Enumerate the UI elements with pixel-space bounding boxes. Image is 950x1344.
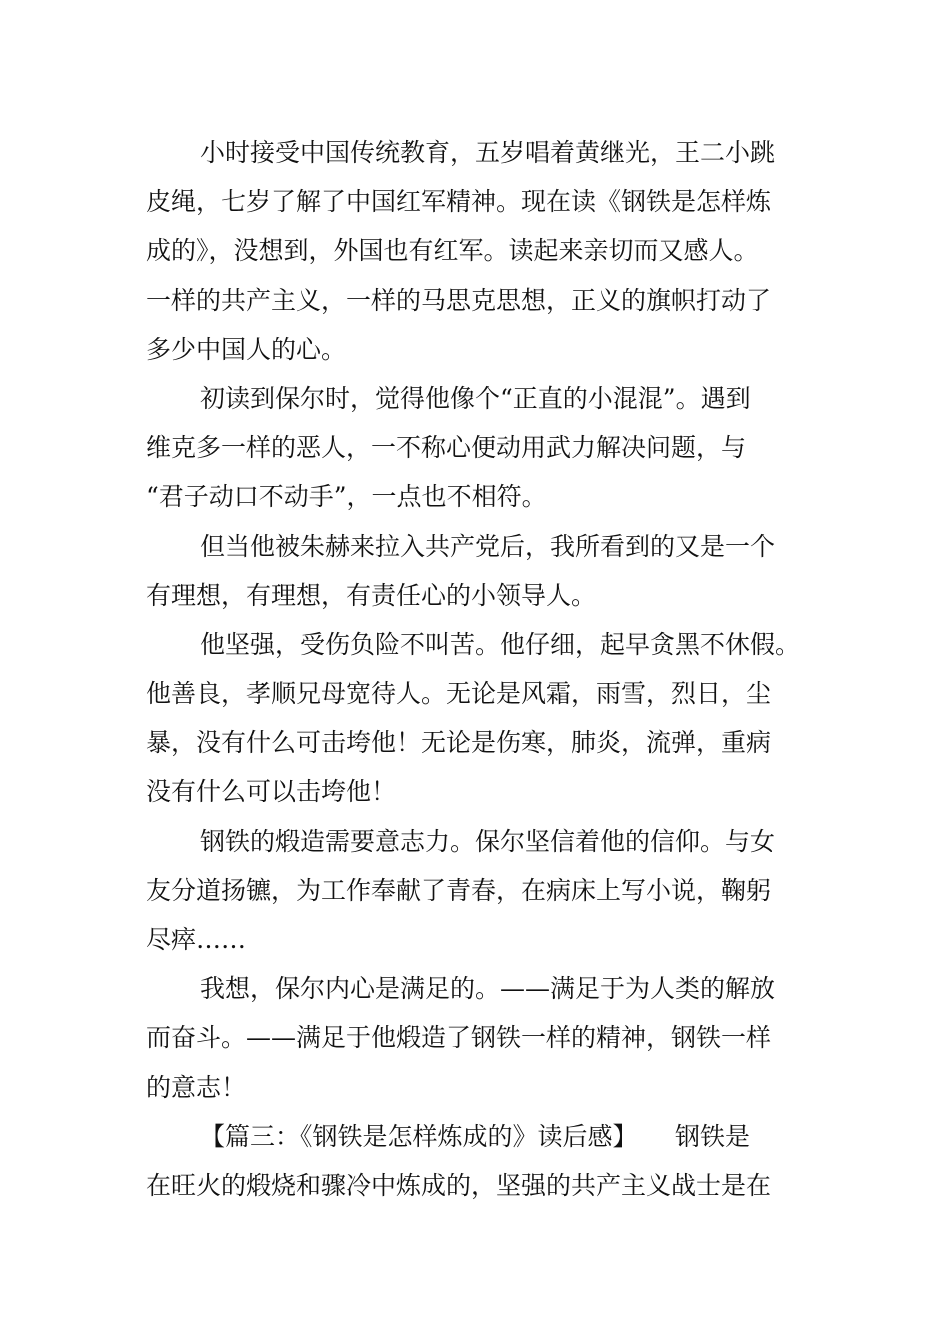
text-line: 我想，保尔内心是满足的。——满足于为人类的解放 bbox=[200, 974, 776, 1004]
text-line: 多少中国人的心。 bbox=[146, 334, 347, 364]
text-line: 但当他被朱赫来拉入共产党后，我所看到的又是一个 bbox=[200, 531, 776, 561]
text-line: 他坚强，受伤负险不叫苦。他仔细，起早贪黑不休假。 bbox=[200, 629, 801, 659]
text-line: “君子动口不动手”，一点也不相符。 bbox=[146, 482, 547, 512]
text-line: 初读到保尔时，觉得他像个“正直的小混混”。遇到 bbox=[200, 383, 751, 413]
text-line: 皮绳，七岁了解了中国红军精神。现在读《钢铁是怎样炼 bbox=[146, 187, 772, 217]
paragraph bbox=[146, 128, 808, 374]
text-line: 尽瘁…… bbox=[146, 925, 247, 954]
text-line: 钢铁的煅造需要意志力。保尔坚信着他的信仰。与女 bbox=[200, 826, 776, 856]
text-line: 小时接受中国传统教育，五岁唱着黄继光，王二小跳 bbox=[200, 138, 776, 167]
paragraph bbox=[146, 620, 808, 817]
document-body bbox=[146, 128, 808, 1210]
text-line: 的意志！ bbox=[146, 1072, 247, 1102]
text-line: 【篇三：《钢铁是怎样炼成的》读后感】 钢铁是 bbox=[200, 1121, 751, 1151]
text-line: 成的》，没想到，外国也有红军。读起来亲切而又感人。 bbox=[146, 236, 759, 266]
text-line: 一样的共产主义，一样的马思克思想，正义的旗帜打动了 bbox=[146, 285, 772, 315]
text-line: 维克多一样的恶人，一不称心便动用武力解决问题，与 bbox=[146, 433, 747, 463]
text-line: 而奋斗。——满足于他煅造了钢铁一样的精神，钢铁一样 bbox=[146, 1023, 772, 1053]
text-line: 没有什么可以击垮他！ bbox=[146, 777, 397, 807]
text-line: 友分道扬镳，为工作奉献了青春，在病床上写小说，鞠躬 bbox=[146, 875, 772, 905]
paragraph bbox=[146, 374, 808, 522]
paragraph bbox=[146, 522, 808, 620]
text-line: 有理想，有理想，有责任心的小领导人。 bbox=[146, 580, 597, 610]
text-line: 暴，没有什么可击垮他！无论是伤寒，肺炎，流弹，重病 bbox=[146, 728, 772, 758]
paragraph bbox=[146, 817, 808, 965]
text-line: 在旺火的煅烧和骤冷中炼成的，坚强的共产主义战士是在 bbox=[146, 1170, 772, 1200]
paragraph bbox=[146, 964, 808, 1112]
text-line: 他善良，孝顺兄母宽待人。无论是风霜，雨雪，烈日，尘 bbox=[146, 679, 772, 709]
paragraph bbox=[146, 1112, 808, 1210]
